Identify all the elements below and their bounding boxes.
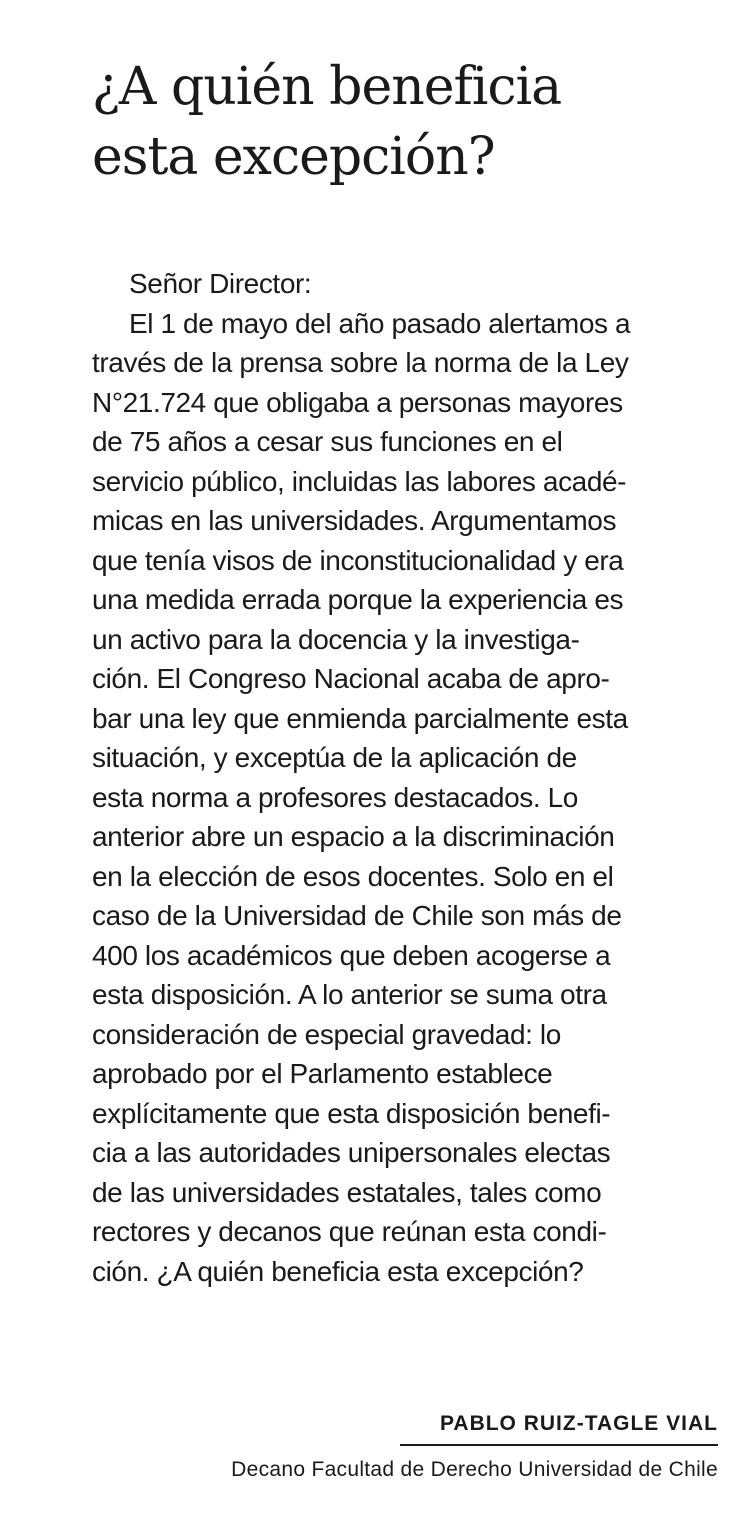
body-line: cia a las autoridades unipersonales electas xyxy=(92,1137,611,1168)
body-line: rectores y decanos que reúnan esta condi- xyxy=(92,1216,607,1247)
body-line: micas en las universidades. Argumentamos xyxy=(92,505,617,536)
body-line: en la elección de esos docentes. Solo en el xyxy=(92,860,614,892)
signature-divider xyxy=(400,1444,718,1446)
salutation: Señor Director: xyxy=(129,268,312,299)
signature xyxy=(440,1409,718,1439)
body-line: servicio público, incluidas las labores acadé- xyxy=(92,465,627,497)
letter-body xyxy=(92,264,722,1291)
body-line: caso de la Universidad de Chile son más de xyxy=(92,900,622,931)
body-line: ción. El Congreso Nacional acaba de apro- xyxy=(92,663,610,694)
headline-line-2: esta excepción? xyxy=(92,127,495,187)
body-line: anterior abre un espacio a la discriminación xyxy=(92,821,615,852)
body-line: N°21.724 que obligaba a personas mayores xyxy=(92,386,623,418)
body-line: ción. ¿A quién beneficia esta excepción? xyxy=(92,1255,584,1287)
body-line: través de la prensa sobre la norma de la Ley xyxy=(92,347,629,378)
body-line: una medida errada porque la experiencia es xyxy=(92,584,624,615)
body-line: esta norma a profesores destacados. Lo xyxy=(92,781,578,813)
body-line: de 75 años a cesar sus funciones en el xyxy=(92,426,563,457)
body-line: aprobado por el Parlamento establece xyxy=(92,1058,553,1089)
body-line: 400 los académicos que deben acogerse a xyxy=(92,939,611,971)
body-line: un activo para la docencia y la investiga- xyxy=(92,623,580,655)
headline xyxy=(92,52,561,192)
body-line: bar una ley que enmienda parcialmente esta xyxy=(92,702,628,734)
body-line: que tenía visos de inconstitucionalidad y era xyxy=(92,544,624,576)
body-line: El 1 de mayo del año pasado alertamos a xyxy=(129,307,631,339)
body-line: esta disposición. A lo anterior se suma otra xyxy=(92,979,607,1010)
headline-line-1: ¿A quién beneficia xyxy=(92,57,562,117)
author-affiliation: Decano Facultad de Derecho Universidad de Chile xyxy=(231,1458,718,1481)
body-line: consideración de especial gravedad: lo xyxy=(92,1018,561,1050)
body-line: situación, y exceptúa de la aplicación de xyxy=(92,742,577,773)
author-name: PABLO RUIZ-TAGLE VIAL xyxy=(439,1412,718,1435)
body-line: de las universidades estatales, tales como xyxy=(92,1176,602,1208)
body-line: explícitamente que esta disposición benefi- xyxy=(92,1097,611,1129)
